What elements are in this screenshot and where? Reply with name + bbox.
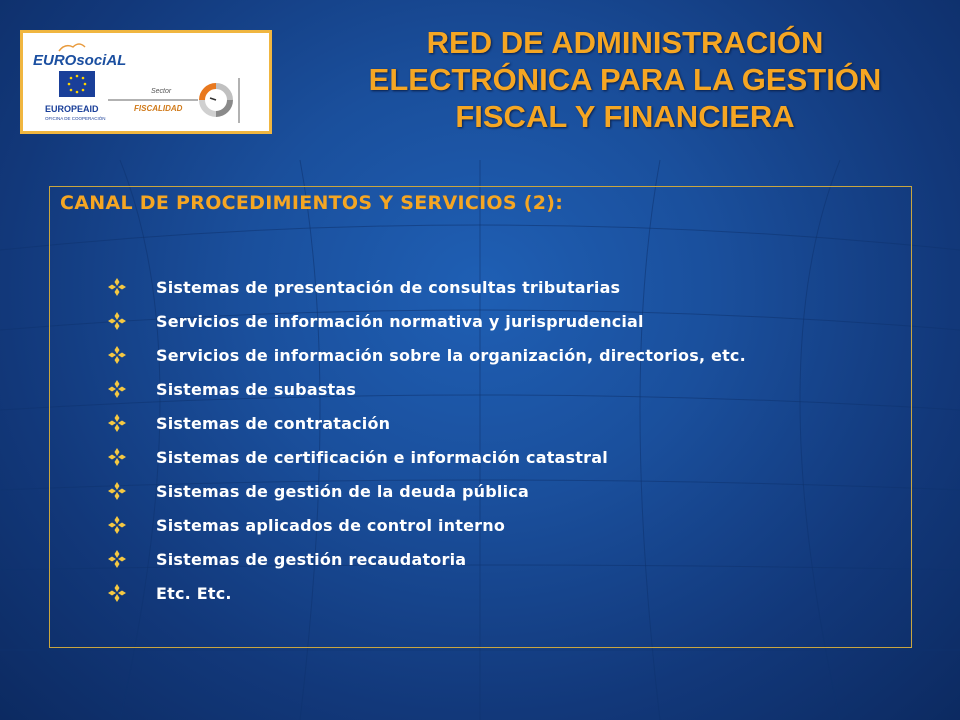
four-diamond-bullet-icon	[108, 346, 156, 364]
four-diamond-bullet-icon	[108, 482, 156, 500]
list-item-text: Sistemas de presentación de consultas tributarias	[156, 277, 621, 297]
list-item-text: Etc. Etc.	[156, 583, 232, 603]
eurosocial-logo	[23, 33, 269, 131]
page-title	[300, 24, 950, 135]
four-diamond-bullet-icon	[108, 516, 156, 534]
list-item-text: Sistemas de contratación	[156, 413, 391, 433]
four-diamond-bullet-icon	[108, 380, 156, 398]
list-item	[108, 304, 746, 338]
list-item-text: Servicios de información normativa y jurisprudencial	[156, 311, 644, 331]
list-item-text: Sistemas de subastas	[156, 379, 357, 399]
oficina-text: OFICINA DE COOPERACIÓN	[45, 116, 106, 121]
eurosocial-text: EUROsociAL	[33, 52, 127, 69]
list-item-text: Servicios de información sobre la organización, directorios, etc.	[156, 345, 746, 365]
four-diamond-bullet-icon	[108, 312, 156, 330]
gauge-icon	[202, 86, 230, 114]
list-item-text: Sistemas de certificación e información catastral	[156, 447, 608, 467]
list-item	[108, 372, 746, 406]
fiscalidad-text: FISCALIDAD	[134, 104, 183, 113]
list-item	[108, 406, 746, 440]
sector-text: Sector	[151, 88, 172, 95]
list-item-text: Sistemas de gestión de la deuda pública	[156, 481, 529, 501]
list-item-text: Sistemas de gestión recaudatoria	[156, 549, 467, 569]
services-list	[108, 270, 746, 610]
panel-heading: CANAL DE PROCEDIMIENTOS Y SERVICIOS (2):	[60, 192, 564, 214]
four-diamond-bullet-icon	[108, 550, 156, 568]
europeaid-text: EUROPEAID	[45, 104, 99, 114]
title-line: RED DE ADMINISTRACIÓN	[426, 25, 824, 60]
title-line: ELECTRÓNICA PARA LA GESTIÓN	[368, 62, 882, 97]
list-item	[108, 440, 746, 474]
list-item-text: Sistemas aplicados de control interno	[156, 515, 506, 535]
list-item	[108, 576, 746, 610]
four-diamond-bullet-icon	[108, 278, 156, 296]
logo-panel	[20, 30, 272, 134]
four-diamond-bullet-icon	[108, 448, 156, 466]
list-item	[108, 474, 746, 508]
four-diamond-bullet-icon	[108, 584, 156, 602]
list-item	[108, 508, 746, 542]
list-item	[108, 270, 746, 304]
list-item	[108, 542, 746, 576]
title-line: FISCAL Y FINANCIERA	[455, 99, 795, 134]
list-item	[108, 338, 746, 372]
four-diamond-bullet-icon	[108, 414, 156, 432]
